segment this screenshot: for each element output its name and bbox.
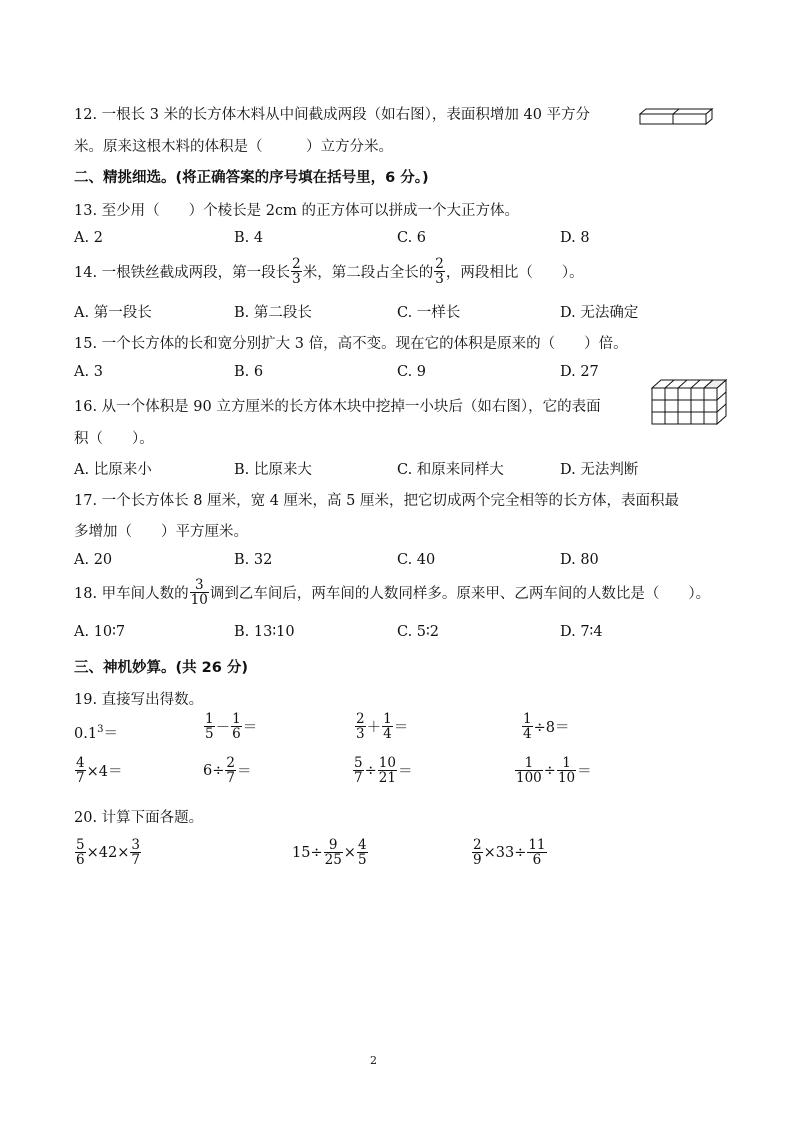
q18-fraction: $\frac{3}{10}$ (190, 577, 208, 609)
q17-option-d: D. 80 (560, 552, 599, 568)
q19-expr-4: $\frac{1}{4}$ ÷8＝ (523, 711, 570, 743)
q19-expr-3: $\frac{2}{3}$ ＋ $\frac{1}{4}$ ＝ (356, 711, 409, 743)
q20-calc-3: $\frac{2}{9}$ ×33÷ $\frac{11}{6}$ (473, 837, 546, 869)
q15-stem: 15. 一个长方体的长和宽分别扩大 3 倍，高不变。现在它的体积是原来的（ ）倍。 (74, 336, 628, 352)
q14-option-b: B. 第二段长 (234, 305, 312, 321)
q18-option-a: A. 10∶7 (74, 624, 126, 640)
q13-stem: 13. 至少用（ ）个棱长是 2cm 的正方体可以拼成一个大正方体。 (74, 203, 519, 219)
q14-option-a: A. 第一段长 (74, 305, 152, 321)
q12-cut-beam-figure (638, 106, 714, 128)
q20-calc-1: $\frac{5}{6}$ ×42× $\frac{3}{7}$ (76, 837, 140, 869)
q20-calc-2: 15÷ $\frac{9}{25}$ × $\frac{4}{5}$ (292, 837, 367, 869)
q16-cube-block-figure (650, 378, 732, 426)
section3-title: 三、神机妙算。(共 26 分) (74, 660, 249, 676)
q12-line2: 米。原来这根木料的体积是（ ）立方分米。 (74, 139, 393, 155)
q19-stem: 19. 直接写出得数。 (74, 692, 204, 708)
q17-line2: 多增加（ ）平方厘米。 (74, 524, 248, 540)
q14-fraction-1: $\frac{2}{3}$ (292, 256, 301, 288)
q13-option-b: B. 4 (234, 230, 264, 246)
q15-option-b: B. 6 (234, 364, 264, 380)
q13-option-c: C. 6 (397, 230, 427, 246)
q18-text-2: 调到乙车间后，两车间的人数同样多。原来甲、乙两车间的人数比是（ ）。 (209, 586, 711, 603)
q16-option-d: D. 无法判断 (560, 462, 639, 478)
q16-line1: 16. 从一个体积是 90 立方厘米的长方体木块中挖掉一小块后（如右图），它的表面 (74, 399, 601, 415)
q13-option-a: A. 2 (74, 230, 103, 246)
q14-text-3: ，两段相比（ ）。 (445, 265, 584, 282)
q17-option-a: A. 20 (74, 552, 113, 568)
q16-option-b: B. 比原来大 (234, 462, 312, 478)
q18-stem (74, 578, 710, 607)
section2-title: 二、精挑细选。(将正确答案的序号填在括号里，6 分。) (74, 170, 429, 186)
q17-option-b: B. 32 (234, 552, 273, 568)
q18-option-b: B. 13∶10 (234, 624, 295, 640)
q20-stem: 20. 计算下面各题。 (74, 810, 204, 826)
q15-option-c: C. 9 (397, 364, 427, 380)
q19-expr-5: $\frac{4}{7}$ ×4＝ (76, 755, 123, 787)
q17-line1: 17. 一个长方体长 8 厘米，宽 4 厘米，高 5 厘米，把它切成两个完全相等的长方体，表面积最 (74, 493, 679, 509)
q19-expr-1: $0.1^3=$ (74, 724, 118, 742)
q19-expr-8: $\frac{1}{100}$ ÷ $\frac{1}{10}$ ＝ (516, 755, 592, 787)
q16-option-c: C. 和原来同样大 (397, 462, 504, 478)
q14-text-1: 14. 一根铁丝截成两段，第一段长 (74, 265, 291, 282)
q18-option-c: C. 5∶2 (397, 624, 440, 640)
q16-option-a: A. 比原来小 (74, 462, 152, 478)
q14-option-c: C. 一样长 (397, 305, 461, 321)
q19-expr-6: 6÷ $\frac{2}{7}$ ＝ (203, 755, 252, 787)
q14-text-2: 米，第二段占全长的 (302, 265, 434, 282)
page-number: 2 (370, 1054, 377, 1067)
q19-expr-7: $\frac{5}{7}$ ÷ $\frac{10}{21}$ ＝ (354, 755, 413, 787)
q16-line2: 积（ ）。 (74, 431, 154, 447)
q19-expr-2: $\frac{1}{5}$ － $\frac{1}{6}$ ＝ (205, 711, 258, 743)
q14-stem (74, 257, 584, 286)
q17-option-c: C. 40 (397, 552, 436, 568)
q15-option-a: A. 3 (74, 364, 103, 380)
q14-option-d: D. 无法确定 (560, 305, 639, 321)
q15-option-d: D. 27 (560, 364, 599, 380)
q13-option-d: D. 8 (560, 230, 590, 246)
q18-text-1: 18. 甲车间人数的 (74, 586, 189, 603)
q14-fraction-2: $\frac{2}{3}$ (435, 256, 444, 288)
q12-line1: 12. 一根长 3 米的长方体木料从中间截成两段（如右图），表面积增加 40 平方分 (74, 107, 591, 123)
q18-option-d: D. 7∶4 (560, 624, 603, 640)
